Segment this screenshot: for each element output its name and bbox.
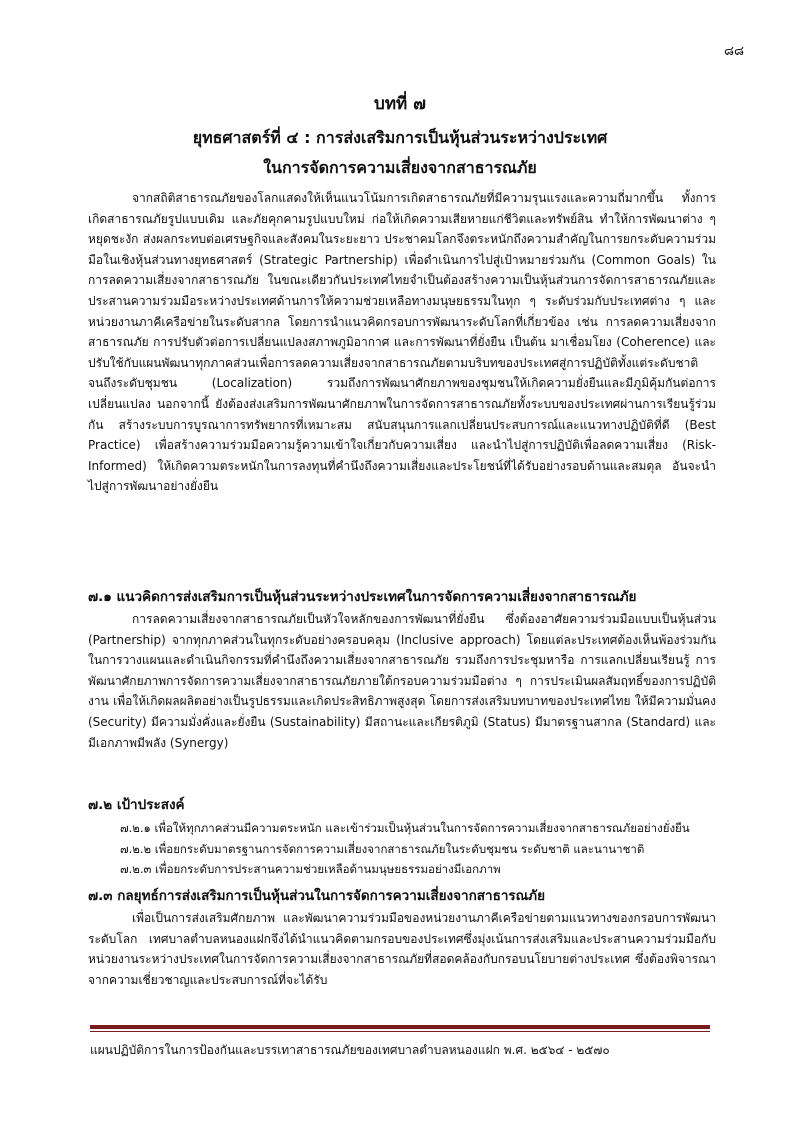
section-7-2-heading: ๗.๒ เป้าประสงค์ [88, 797, 185, 813]
section-7-1-paragraph: การลดความเสี่ยงจากสาธารณภัยเป็นหัวใจหลักของการพัฒนาที่ยั่งยืน ซึ่งต้องอาศัยความร่วมมือแบบเป็นหุ้นส่วน (Partnership) จากทุกภาคส่วนในทุกระดับอย่างครอบคลุม (Inclusive approach) โดยแต่ละประเทศต้องเห็นพ้องร่วมกันในการวางแผนและดำเนินกิจกรรมที่คำนึงถึงความเสี่ยงจากสาธารณภัย รวมถึงการประชุมหารือ การแลกเปลี่ยนเรียนรู้ การพัฒนาศักยภาพการจัดการความเสี่ยงจากสาธารณภัยภายใต้กรอบความร่วมมือต่าง ๆ การประเมินผลสัมฤทธิ์ของการปฏิบัติงาน เพื่อให้เกิดผลผลิตอย่างเป็นรูปธรรมและเกิดประสิทธิภาพสูงสุด โดยการส่งเสริมบทบาทของประเทศไทย ให้มีความมั่นคง (Security) มีความมั่งคั่งและยั่งยืน (Sustainability) มีสถานะและเกียรติภูมิ (Status) มีมาตรฐานสากล (Standard) และมีเอกภาพมีพลัง (Synergy) [88, 612, 716, 750]
section-7-3-paragraph: เพื่อเป็นการส่งเสริมศักยภาพ และพัฒนาความร่วมมือของหน่วยงานภาคีเครือข่ายตามแนวทางของกรอบการพัฒนาระดับโลก เทศบาลตำบลหนองแฝกจึงได้นำแนวคิดตามกรอบของประเทศซึ่งมุ่งเน้นการส่งเสริมและประสานความร่วมมือกับหน่วยงานระหว่างประเทศในการจัดการความเสี่ยงจากสาธารณภัยที่สอดคล้องกับกรอบนโยบายต่างประเทศ ซึ่งต้องพิจารณาจากความเชี่ยวชาญและประสบการณ์ที่จะได้รับ [88, 911, 716, 987]
strategy-title-line-2: ในการจัดการความเสี่ยงจากสาธารณภัย [263, 158, 537, 177]
section-7-1-body [88, 609, 716, 753]
chapter-heading: บทที่ ๗ [374, 94, 426, 114]
section-7-3-body [88, 908, 716, 990]
page-number: ๘๘ [723, 44, 744, 59]
strategy-title-line-1: ยุทธศาสตร์ที่ ๔ : การส่งเสริมการเป็นหุ้นส่วนระหว่างประเทศ [192, 128, 608, 147]
objective-item: ๗.๒.๒ เพื่อยกระดับมาตรฐานการจัดการความเสี่ยงจากสาธารณภัยในระดับชุมชน ระดับชาติ และนานาชาติ [120, 841, 645, 856]
objectives-list [120, 818, 720, 880]
objective-item: ๗.๒.๓ เพื่อยกระดับการประสานความช่วยเหลือด้านมนุษยธรรมอย่างมีเอกภาพ [120, 862, 501, 877]
objective-item: ๗.๒.๑ เพื่อให้ทุกภาคส่วนมีความตระหนัก และเข้าร่วมเป็นหุ้นส่วนในการจัดการความเสี่ยงจากสาธารณภัยอย่างยั่งยืน [120, 821, 690, 835]
footer-divider-thin [90, 1031, 710, 1032]
intro-paragraph: จากสถิติสาธารณภัยของโลกแสดงให้เห็นแนวโน้มการเกิดสาธารณภัยที่มีความรุนแรงและความถี่มากขึ้น ทั้งการเกิดสาธารณภัยรูปแบบเดิม และภัยคุกคามรูปแบบใหม่ ก่อให้เกิดความเสียหายแก่ชีวิตและทรัพย์สิน ทำให้การพัฒนาต่าง ๆ หยุดชะงัก ส่งผลกระทบต่อเศรษฐกิจและสังคมในระยะยาว ประชาคมโลกจึงตระหนักถึงความสำคัญในการยกระดับความร่วมมือในเชิงหุ้นส่วนทางยุทธศาสตร์ (Strategic Partnership) เพื่อดำเนินการไปสู่เป้าหมายร่วมกัน (Common Goals) ในการลดความเสี่ยงจากสาธารณภัย ในขณะเดียวกันประเทศไทยจำเป็นต้องสร้างความเป็นหุ้นส่วนการจัดการสาธารณภัยและประสานความร่วมมือระหว่างประเทศด้านการให้ความช่วยเหลือทางมนุษยธรรมในทุก ๆ ระดับร่วมกับประเทศต่าง ๆ และหน่วยงานภาคีเครือข่ายในระดับสากล โดยการนำแนวคิดกรอบการพัฒนาระดับโลกที่เกี่ยวข้อง เช่น การลดความเสี่ยงจากสาธารณภัย การปรับตัวต่อการเปลี่ยนแปลงสภาพภูมิอากาศ และการพัฒนาที่ยั่งยืน เป็นต้น มาเชื่อมโยง (Coherence) และปรับใช้กับแผนพัฒนาทุกภาคส่วนเพื่อการลดความเสี่ยงจากสาธารณภัยตามบริบทของประเทศสู่การปฏิบัติทั้งแต่ระดับชาติจนถึงระดับชุมชน (Localization) รวมถึงการพัฒนาศักยภาพของชุมชนให้เกิดความยั่งยืนและมีภูมิคุ้มกันต่อการเปลี่ยนแปลง นอกจากนี้ ยังต้องส่งเสริมการพัฒนาศักยภาพในการจัดการสาธารณภัยทั้งระบบของประเทศผ่านการเรียนรู้ร่วมกัน สร้างระบบการบูรณาการทรัพยากรที่เหมาะสม สนับสนุนการแลกเปลี่ยนประสบการณ์และแนวทางปฏิบัติที่ดี (Best Practice) เพื่อสร้างความร่วมมือความรู้ความเข้าใจเกี่ยวกับความเสี่ยง และนำไปสู่การปฏิบัติเพื่อลดความเสี่ยง (Risk-Informed) ให้เกิดความตระหนักในการลงทุนที่คำนึงถึงความเสี่ยงและประโยชน์ที่ได้รับอย่างรอบด้านและสมดุล อันจะนำไปสู่การพัฒนาอย่างยั่งยืน [88, 191, 716, 494]
footer-text: แผนปฏิบัติการในการป้องกันและบรรเทาสาธารณภัยของเทศบาลตำบลหนองแฝก พ.ศ. ๒๕๖๔ - ๒๕๗๐ [90, 1043, 610, 1057]
section-7-1-heading: ๗.๑ แนวคิดการส่งเสริมการเป็นหุ้นส่วนระหว่างประเทศในการจัดการความเสี่ยงจากสาธารณภัย [88, 589, 637, 605]
intro-section [88, 188, 716, 497]
footer-divider-thick [90, 1025, 710, 1029]
section-7-3-heading: ๗.๓ กลยุทธ์การส่งเสริมการเป็นหุ้นส่วนในการจัดการความเสี่ยงจากสาธารณภัย [88, 888, 545, 904]
